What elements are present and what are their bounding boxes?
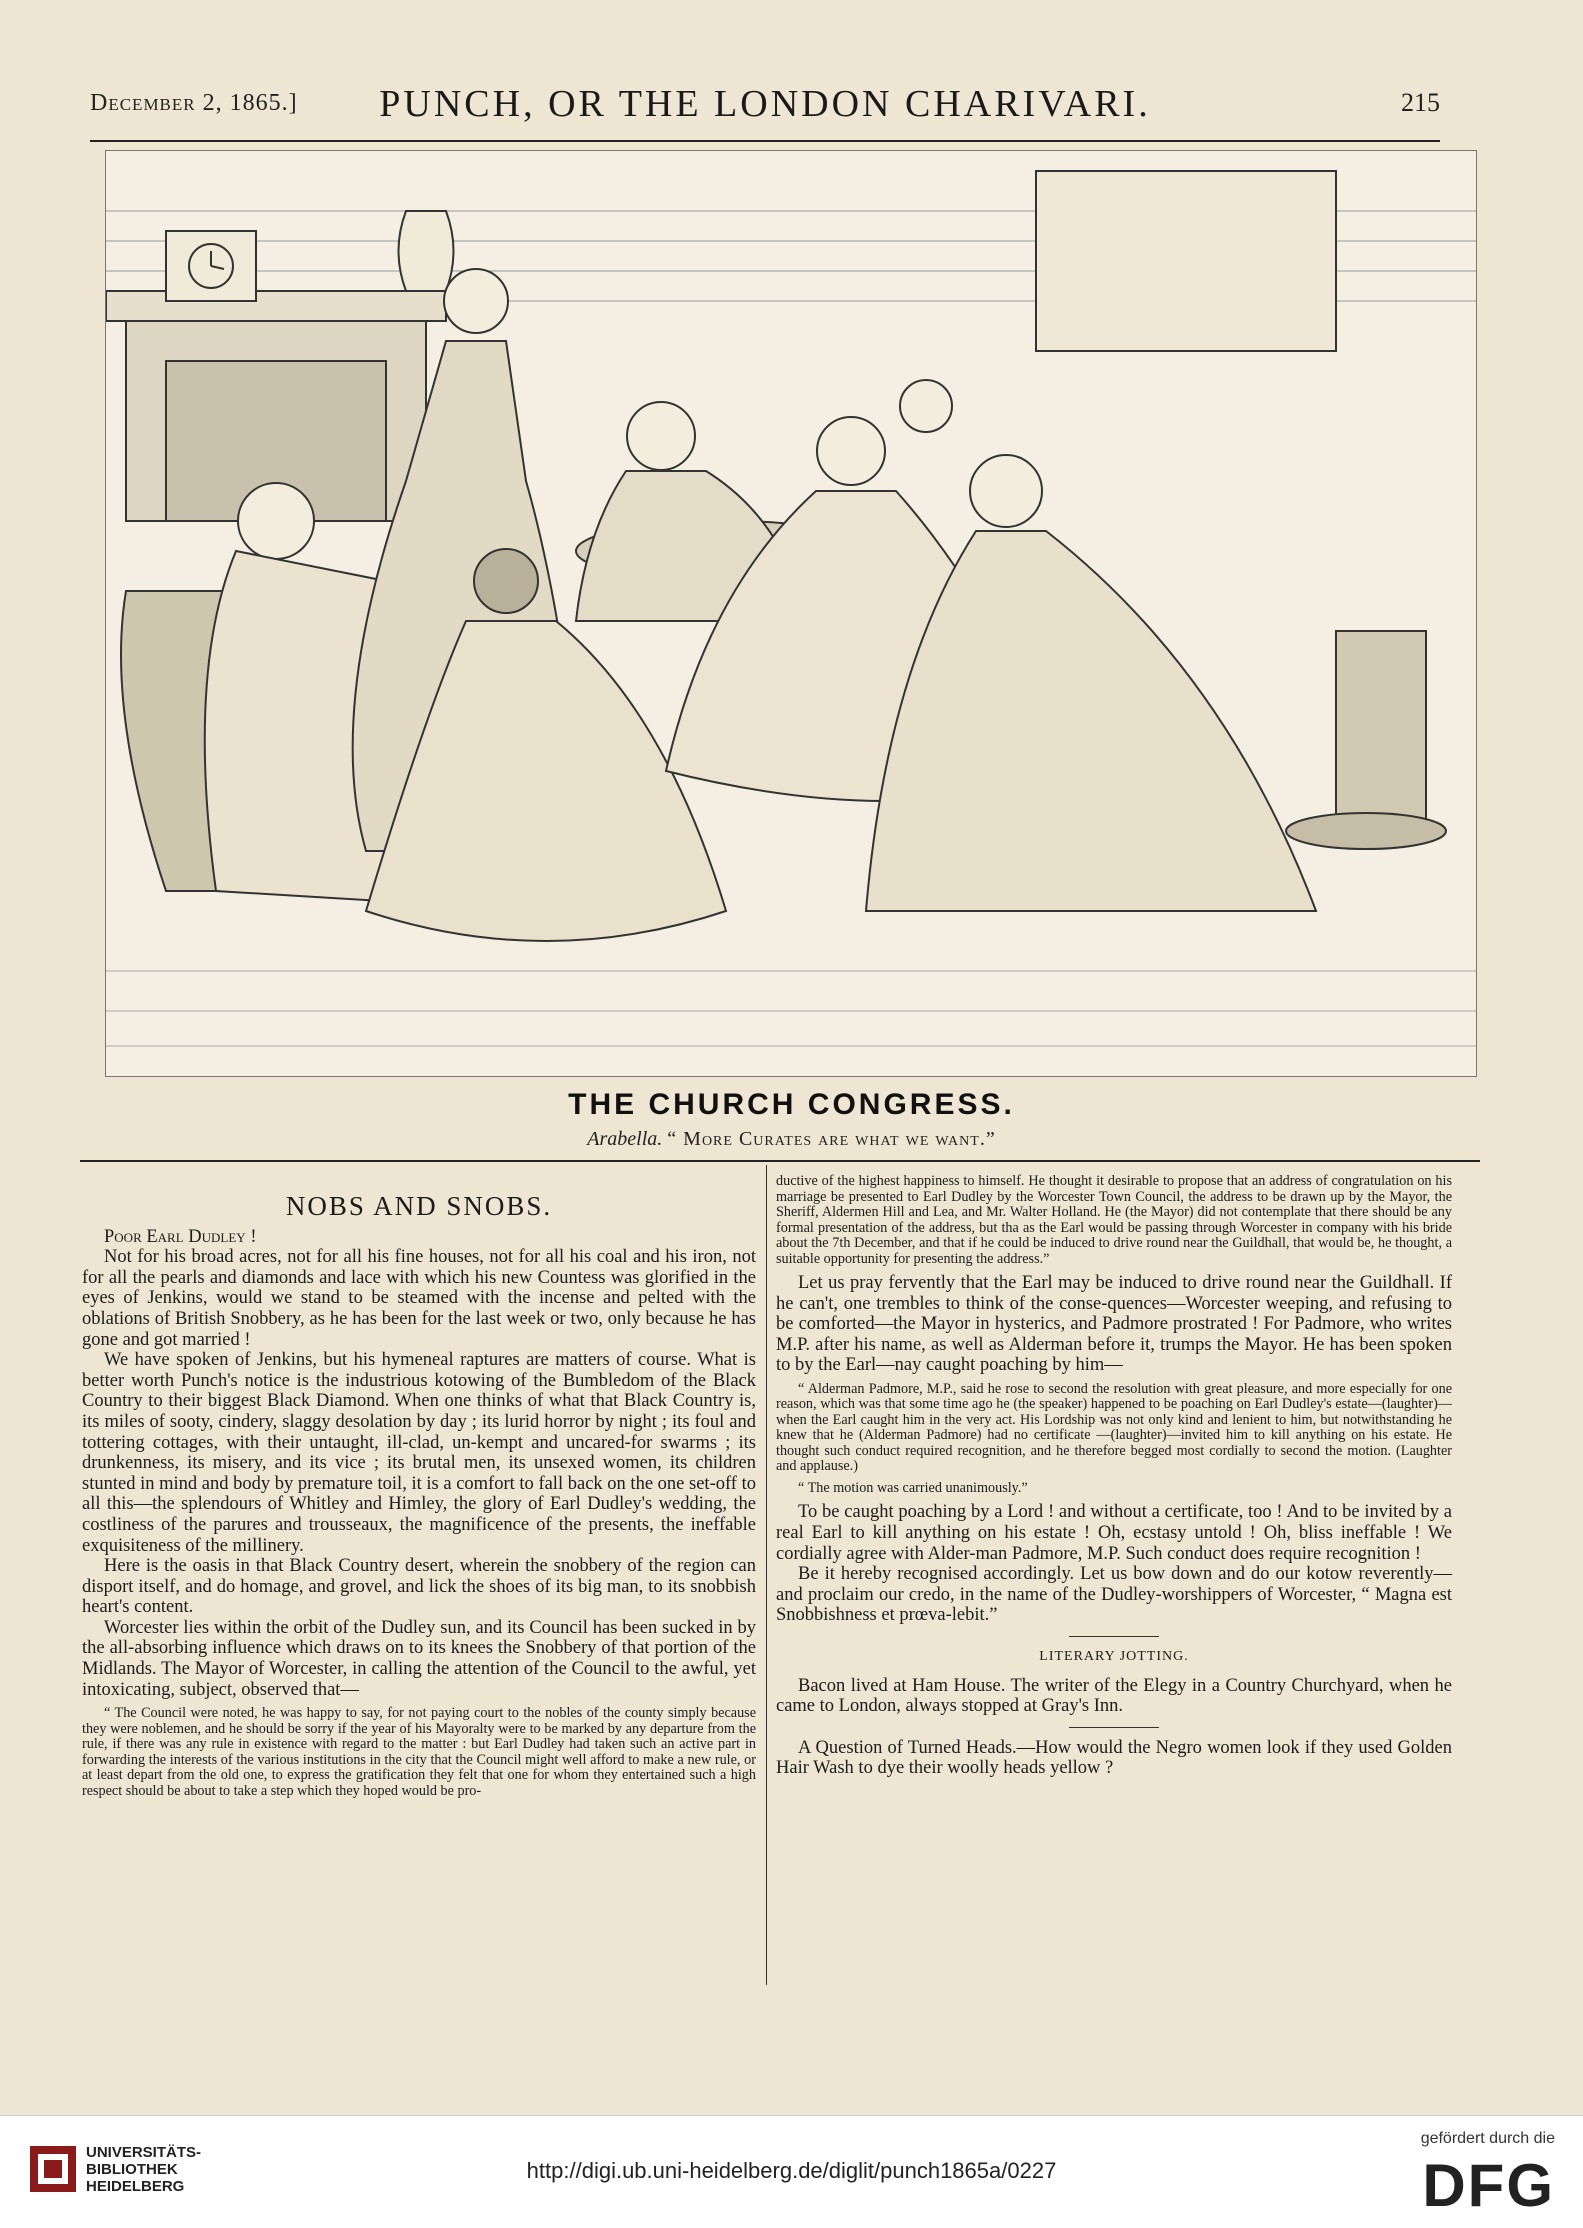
cartoon-caption [0,1128,1583,1151]
article-paragraph: Here is the oasis in that Black Country desert, wherein the snobbery of the region can disport itself, and do homage, and grovel, and lick the shoes of its big man, to its snobbish heart's content. [82,1556,756,1618]
dfg-logo: DFG [1422,2152,1555,2219]
page-header [90,80,1440,142]
library-name-line: BIBLIOTHEK [86,2161,178,2178]
article-paragraph: To be caught poaching by a Lord ! and without a certificate, too ! And to be invited by a real Earl to kill anything on his estate ! Oh, ecstasy untold ! Oh, bliss ineffable ! We cordially agree with Alder-man Padmore, M.P. Such conduct does require recognition ! [776,1502,1452,1564]
column-divider [766,1165,767,1985]
caption-quote: “ More Curates are what we want.” [667,1128,996,1150]
source-url-link[interactable]: http://digi.ub.uni-heidelberg.de/diglit/punch1865a/0227 [526,2158,1057,2183]
cartoon-title: THE CHURCH CONGRESS. [568,1088,1015,1121]
article-paragraph: Not for his broad acres, not for all his fine houses, not for all his coal and his iron, not for all the pearls and diamonds and lace with which his new Countess was glorified in the eyes of Jenkins, would we stand to be steamed with the incense and pelted with the oblations of British Snobbery, as he has been for the last week or two, only because he has gone and got married ! [82,1247,756,1350]
jotting-paragraph: Bacon lived at Ham House. The writer of the Elegy in a Country Churchyard, when he came to London, always stopped at Gray's Inn. [776,1675,1452,1717]
article-paragraph: Be it hereby recognised accordingly. Let us bow down and do our kotow reverently—and proclaim our credo, in the name of the Dudley-worshippers of Worcester, “ Magna est Snobbishness et prœva-lebit.” [776,1564,1452,1626]
article-footnote: “ The Council were noted, he was happy to say, for not paying court to the nobles of the county simply because they were noblemen, and he should be sorry if the year of his Mayoralty were to be marked by any departure from the rule, if there was any rule in existence with regard to the matter : but Earl Dudley had taken such an active part in forwarding the interests of the various institutions in the city that the Council might well afford to make a new rule, or at least depart from the old one, to express the gratification they felt that one for whom they entertained such a high respect should be about to take a step which they hoped would be pro- [82,1705,756,1799]
digitization-footer [0,2115,1583,2228]
motion-quote: “ The motion was carried unanimously.” [798,1479,1028,1496]
article-paragraph: Poor Earl Dudley ! [104,1226,257,1247]
article-paragraph: Let us pray fervently that the Earl may be induced to drive round near the Guildhall. If he can't, one trembles to think of the conse-quences—Worcester weeping, and refusing to be comforted—the Mayor in hysterics, and Padmore prostrated ! For Padmore, who writes M.P. after his name, as well as Alderman before it, trumps the Mayor. He has been spoken to by the Earl—nay caught poaching by him— [776,1273,1452,1376]
issue-date: December 2, 1865.] [90,90,298,116]
engraving-drawing [106,151,1476,1076]
masthead-title: PUNCH, OR THE LONDON CHARIVARI. [379,83,1151,125]
funding-note: gefördert durch die [1420,2130,1555,2147]
article-heading: NOBS AND SNOBS. [285,1191,553,1221]
quote-continuation: ductive of the highest happiness to himself. He thought it desirable to propose that an address of congratulation on his marriage be presented to Earl Dudley by the Worcester Town Council, the address to be drawn up by the Mayor, the Sheriff, Aldermen Hill and Lea, and Mr. Walter Holland. He (the Mayor) did not contemplate that there should be any formal presentation of the address, but tha as the Earl would be passing through Worcester in company with his bride about the 7th December, and that if he could be induced to drive round near the Guildhall, that would be, he thought, a suitable opportunity for presenting the address.” [776,1173,1452,1267]
caption-speaker: Arabella. [587,1128,663,1150]
article-paragraph: We have spoken of Jenkins, but his hymeneal raptures are matters of course. What is better worth Punch's notice is the industrious kotowing of the Bumbledom of the Black Country to their biggest Black Diamond. When one thinks of what that Black Country is, its miles of sooty, cindery, slaggy desolation by day ; its lurid horror by night ; its foul and tottering cottages, with their untaught, ill-clad, un-kempt and uncared-for swarms ; its drunkenness, its misery, and its vice ; its brutal men, its unsexed women, its children stunted in mind and body by premature toil, it is a comfort to fall back on the one set-off to all this—the splendours of Whitley and Himley, the glory of Earl Dudley's wedding, the costliness of the parures and trousseaux, the magnificence of the presents, the ineffable exquisiteness of the millinery. [82,1350,756,1556]
library-name-line: UNIVERSITÄTS- [86,2144,202,2161]
section-divider [1069,1727,1159,1728]
question-paragraph: A Question of Turned Heads.—How would the Negro women look if they used Golden Hair Wash to dye their woolly heads yellow ? [776,1737,1452,1779]
page-number: 215 [1401,88,1440,117]
right-column [776,1168,1452,1779]
section-divider [1069,1636,1159,1637]
jotting-heading: LITERARY JOTTING. [1039,1649,1189,1665]
left-column [82,1168,756,1799]
library-name-line: HEIDELBERG [86,2178,185,2195]
section-rule [80,1160,1480,1162]
article-paragraph: Worcester lies within the orbit of the Dudley sun, and its Council has been sucked in by the all-absorbing influence which draws on to its knees the Snobbery of that portion of the Midlands. The Mayor of Worcester, in calling the attention of the Council to the awful, yet intoxicating, subject, observed that— [82,1617,756,1700]
padmore-quote: “ Alderman Padmore, M.P., said he rose to second the resolution with great pleasure, and more especially for one reason, which was that some time ago he (the speaker) happened to be poaching on Earl Dudley's estate—(laughter)—when the Earl caught him in the very act. His Lordship was not only kind and lenient to him, but notwithstanding he knew that he (Alderman Padmore) had no certificate —(laughter)—invited him to kill anything on his estate. He thought such conduct required recognition, and he therefore begged most cordially to second the motion. (Laughter and applause.) [776,1380,1452,1475]
cartoon-illustration [105,150,1477,1077]
